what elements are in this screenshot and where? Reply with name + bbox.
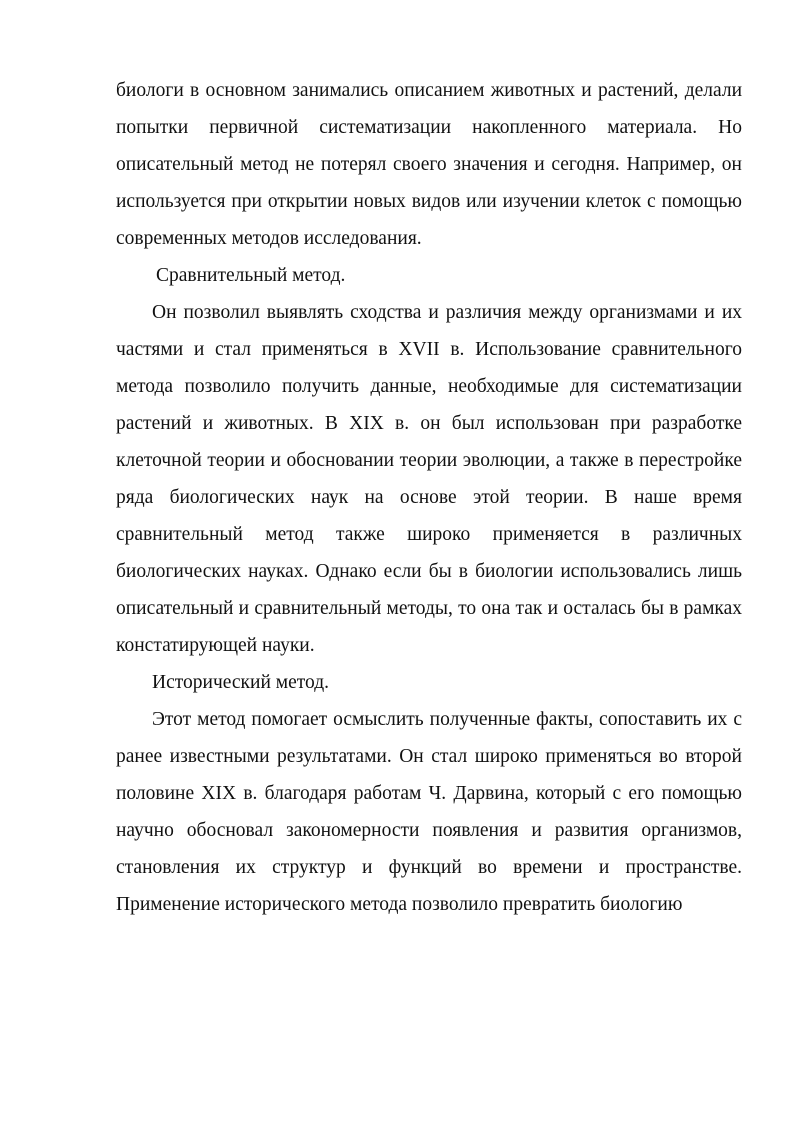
document-body xyxy=(116,72,742,923)
paragraph-descriptive-method: биологи в основном занимались описанием животных и растений, делали попытки первичной систематизации накопленного материала. Но описательный метод не потерял своего значения и сегодня. Например, он используется при открытии новых видов или изучении клеток с помощью современных методов исследования. xyxy=(116,80,742,249)
paragraph-historical-method: Этот метод помогает осмыслить полученные факты, сопоставить их с ранее известными результатами. Он стал широко применяться во второй половине XIX в. благодаря работам Ч. Дарвина, который с его помощью научно обосновал закономерности появления и развития организмов, становления их структур и функций во времени и пространстве. Применение исторического метода позволило превратить биологию xyxy=(116,709,742,915)
paragraph-comparative-method: Он позволил выявлять сходства и различия между организмами и их частями и стал применяться в XVII в. Использование сравнительного метода позволило получить данные, необходимые для систематизации растений и животных. В XIX в. он был использован при разработке клеточной теории и обосновании теории эволюции, а также в перестройке ряда биологических наук на основе этой теории. В наше время сравнительный метод также широко применяется в различных биологических науках. Однако если бы в биологии использовались лишь описательный и сравнительный методы, то она так и осталась бы в рамках констатирующей науки. xyxy=(116,302,742,656)
heading-comparative-method: Сравнительный метод. xyxy=(156,265,346,286)
heading-historical-method: Исторический метод. xyxy=(152,672,330,693)
